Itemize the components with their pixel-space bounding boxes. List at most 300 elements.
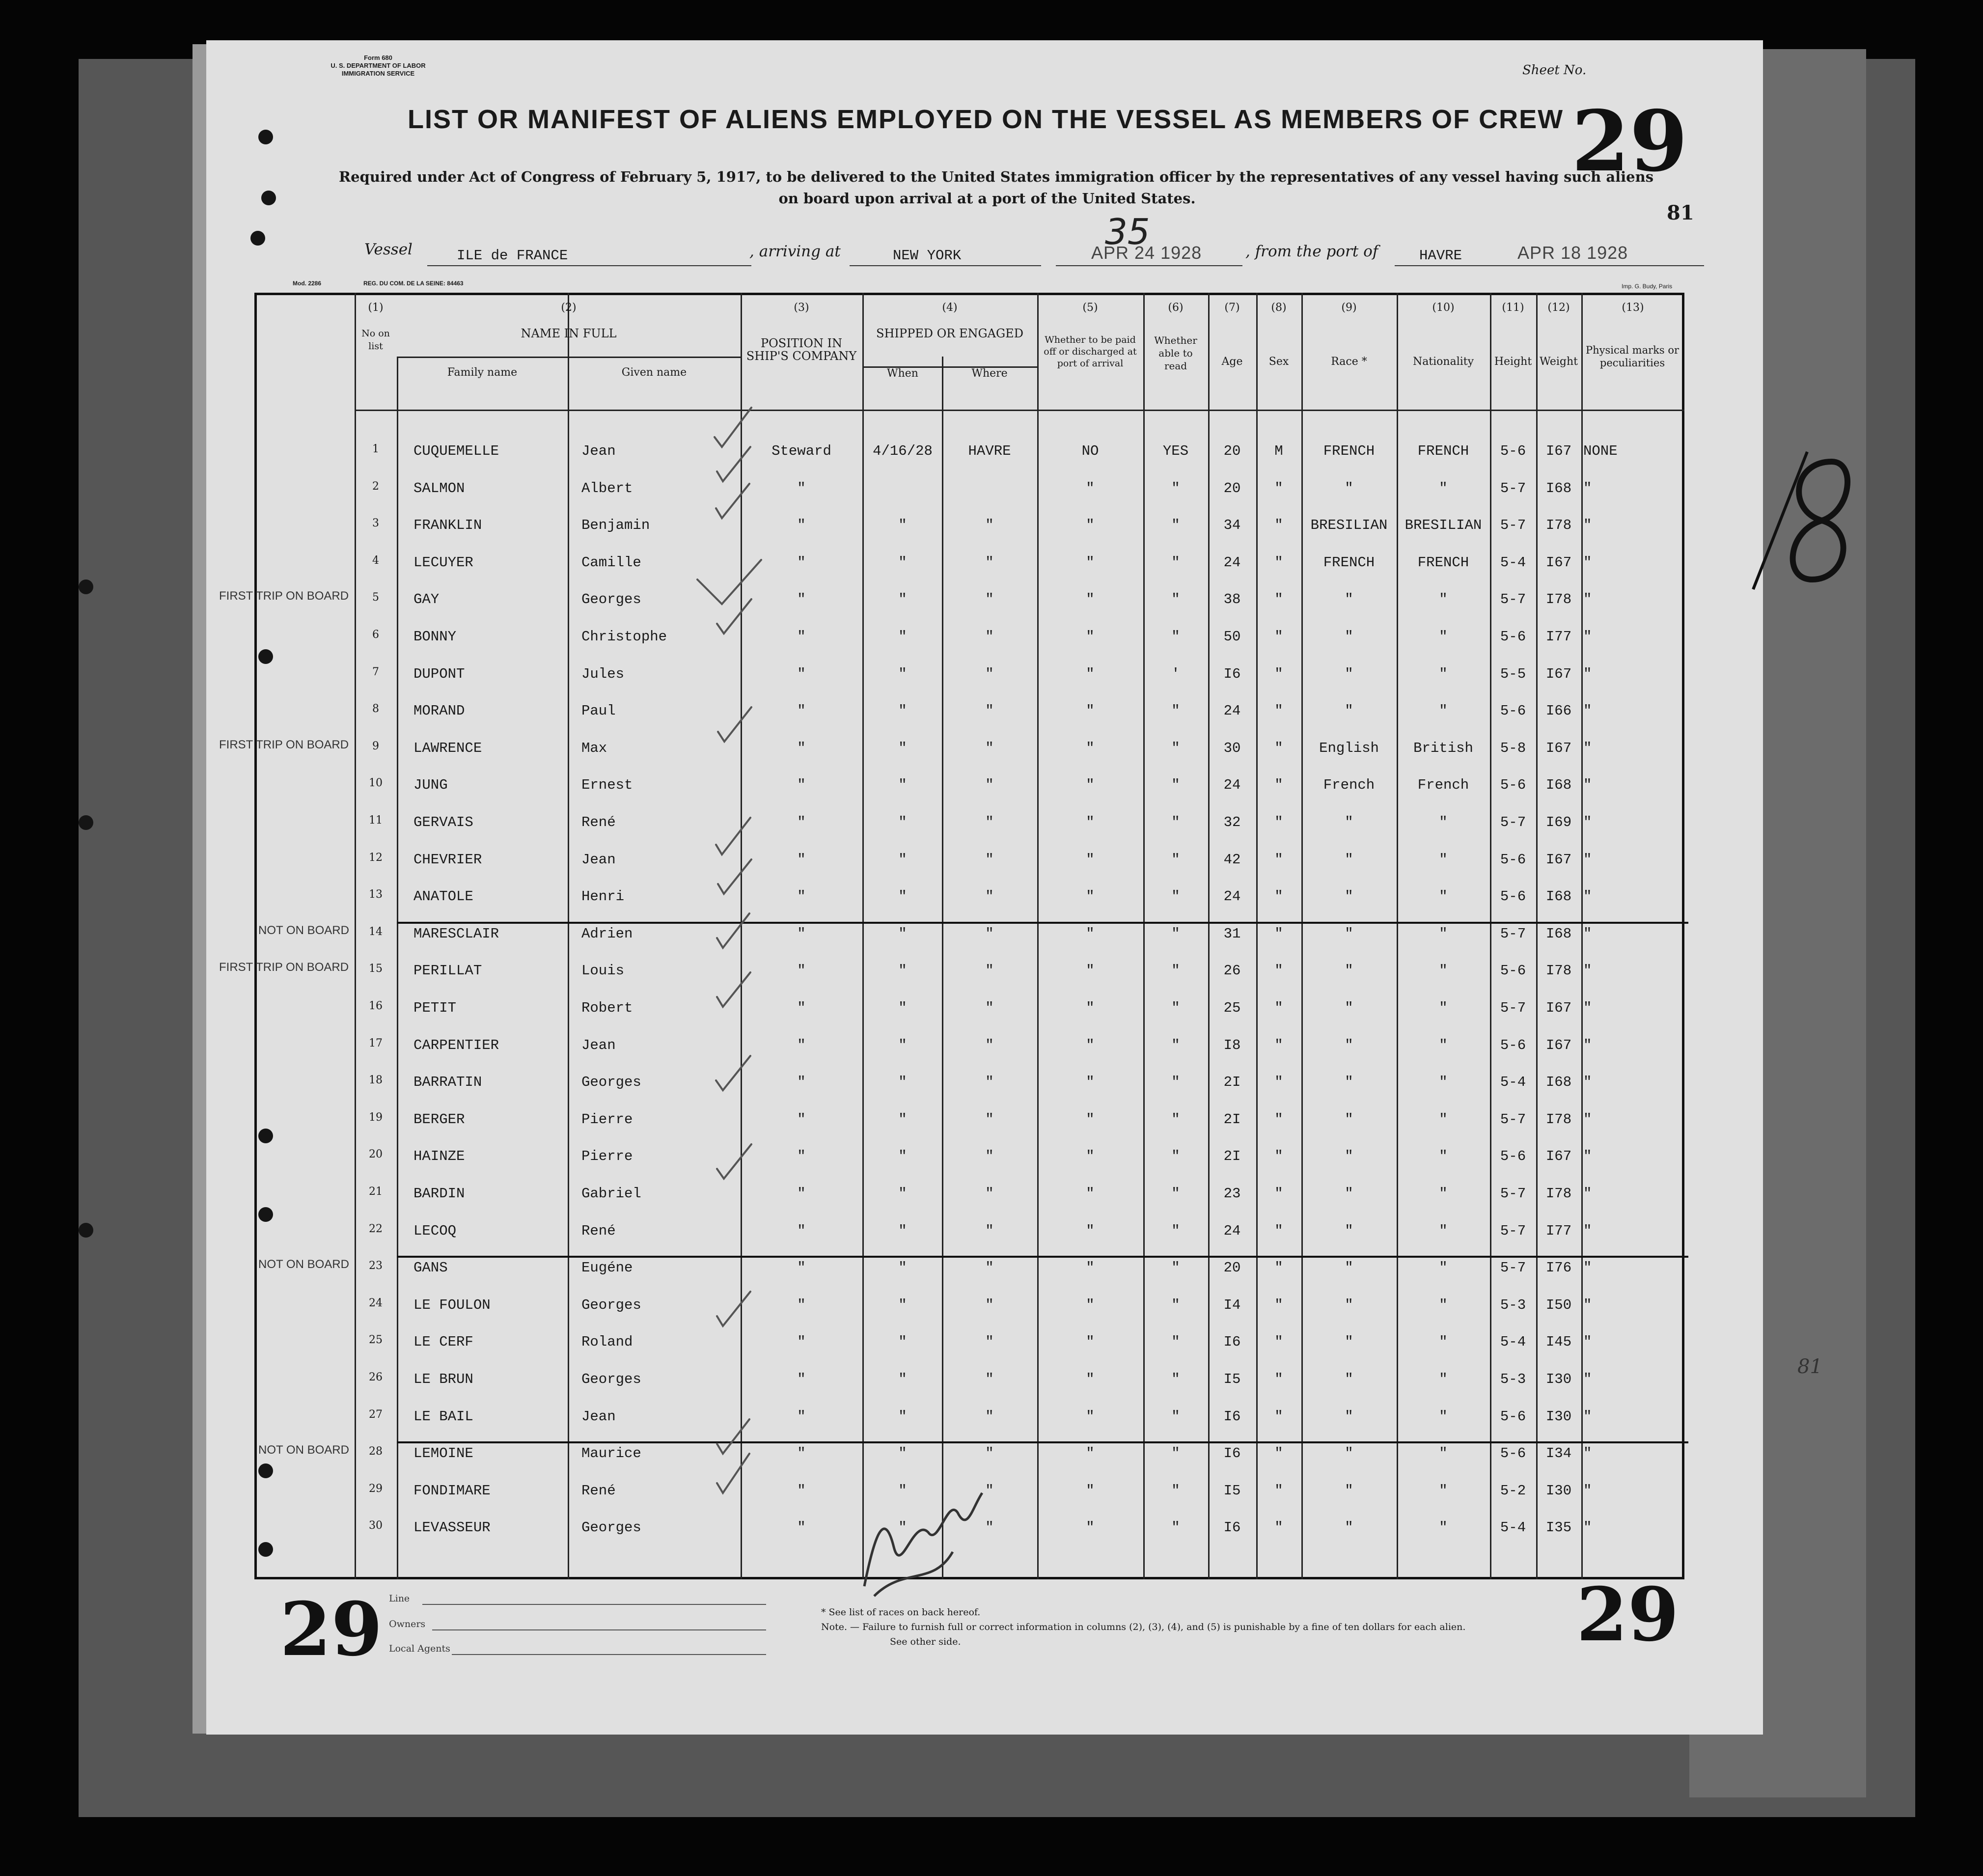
paid-off: " [1086,777,1095,794]
row-annotation: NOT ON BOARD [258,1443,349,1457]
punch-hole [79,815,93,830]
sex: " [1274,1186,1283,1202]
paid-off: " [1086,1371,1095,1387]
nationality: " [1439,1074,1448,1091]
able-to-read: " [1171,1000,1180,1016]
weight: I69 [1545,814,1572,830]
nationality: " [1439,1408,1448,1425]
race: " [1345,1148,1353,1165]
shipped-when: " [898,851,907,868]
nationality: " [1439,925,1448,942]
age: 20 [1223,443,1241,459]
sheet-number-top: 29 [1571,92,1688,191]
given-name: Henri [581,888,625,905]
shipped-when: " [898,1519,907,1536]
race: " [1345,1519,1353,1536]
weight: I78 [1545,963,1572,979]
header-nationality: Nationality [1412,356,1474,368]
list-number: 30 [369,1519,383,1532]
position: " [797,1148,806,1165]
family-name: BONNY [413,629,457,645]
physical-marks: " [1583,480,1592,497]
given-name: Georges [581,1371,641,1387]
list-number: 7 [372,665,379,678]
given-name: Maurice [581,1445,641,1462]
margin-handwritten-number: 81 [1797,1355,1822,1378]
header-sex: Sex [1268,356,1289,368]
family-name: CUQUEMELLE [413,443,499,459]
list-number: 14 [369,925,383,938]
family-name: CARPENTIER [413,1037,499,1053]
paid-off: " [1086,1074,1095,1091]
shipped-where: " [985,1222,994,1239]
column-number: (6) [1168,302,1184,314]
position: " [797,1408,806,1425]
family-name: LE BRUN [413,1371,473,1387]
shipped-when: " [898,1148,907,1165]
nationality: FRENCH [1417,554,1469,571]
weight: I35 [1545,1519,1572,1536]
height: 5-7 [1500,1260,1526,1276]
nationality: British [1413,740,1473,756]
physical-marks: " [1583,1519,1592,1536]
header-able-to-read: Whether able to read [1154,334,1197,372]
sex: " [1274,1222,1283,1239]
position: " [797,1371,806,1387]
age: 24 [1223,888,1241,905]
list-number: 28 [369,1445,383,1458]
race: French [1323,777,1375,794]
registry-number: REG. DU COM. DE LA SEINE: 84463 [363,280,464,287]
physical-marks: " [1583,963,1592,979]
shipped-when: " [898,703,907,719]
age: 42 [1223,851,1241,868]
paid-off: " [1086,554,1095,571]
column-number: (7) [1224,302,1240,314]
family-name: BARDIN [413,1186,465,1202]
race: " [1345,1445,1353,1462]
physical-marks: " [1583,1371,1592,1387]
nationality: " [1439,1482,1448,1499]
physical-marks: " [1583,1445,1592,1462]
nationality: " [1439,1519,1448,1536]
weight: I67 [1545,443,1572,459]
race: " [1345,1260,1353,1276]
position: " [797,740,806,756]
sex: " [1274,665,1283,682]
nationality: " [1439,814,1448,830]
family-name: HAINZE [413,1148,465,1165]
list-number: 29 [369,1482,383,1495]
sex: " [1274,1482,1283,1499]
given-name: Georges [581,1297,641,1313]
weight: I67 [1545,1148,1572,1165]
position: " [797,1482,806,1499]
row-annotation: FIRST TRIP ON BOARD [219,589,349,603]
signature-scribble [854,1478,992,1606]
height: 5-7 [1500,1186,1526,1202]
header-family-name: Family name [447,366,518,379]
race: " [1345,1074,1353,1091]
nationality: French [1417,777,1469,794]
family-name: GAY [413,591,440,608]
strike-through-line [397,922,1688,924]
position: " [797,480,806,497]
nationality: " [1439,963,1448,979]
physical-marks: " [1583,1408,1592,1425]
able-to-read: ' [1171,665,1180,682]
date-underline [1056,265,1242,266]
agents-underline [452,1654,766,1655]
line-underline [422,1604,766,1605]
height: 5-2 [1500,1482,1526,1499]
height: 5-6 [1500,888,1526,905]
position: " [797,665,806,682]
weight: I66 [1545,703,1572,719]
position: " [797,554,806,571]
shipped-where: " [985,629,994,645]
column-divider [568,293,569,1579]
shipped-when: " [898,1371,907,1387]
shipped-where: " [985,1408,994,1425]
requirement-text [339,166,1654,209]
sex: " [1274,1445,1283,1462]
strike-through-line [397,1441,1688,1443]
paid-off: " [1086,703,1095,719]
nationality: " [1439,1371,1448,1387]
physical-marks: " [1583,1000,1592,1016]
weight: I68 [1545,888,1572,905]
shipped-when: " [898,665,907,682]
shipped-where: " [985,1482,994,1499]
list-number: 10 [369,777,383,790]
weight: I78 [1545,1186,1572,1202]
given-name: Adrien [581,925,633,942]
position: " [797,629,806,645]
paid-off: " [1086,480,1095,497]
given-name: Eugéne [581,1260,633,1276]
family-name: LECOQ [413,1222,457,1239]
strike-through-line [397,1256,1688,1258]
arriving-port: NEW YORK [893,248,962,264]
weight: I68 [1545,480,1572,497]
given-name: Camille [581,554,641,571]
list-number: 16 [369,1000,383,1012]
physical-marks: " [1583,1037,1592,1053]
list-number: 13 [369,888,383,901]
footnote-penalty: Note. — Failure to furnish full or correct information in columns (2), (3), (4), and (5) is punishable by a fine of ten dollars for each alien. [821,1622,1466,1632]
printer-name: Imp. G. Budy, Paris [1622,283,1673,290]
position: " [797,1334,806,1351]
sex: " [1274,1074,1283,1091]
shipped-when: 4/16/28 [873,443,933,459]
nationality: " [1439,1222,1448,1239]
vessel-label: Vessel [364,241,413,258]
paid-off: " [1086,963,1095,979]
sex: " [1274,480,1283,497]
form-number: Form 680 [364,54,392,61]
shipped-where: " [985,1148,994,1165]
row-annotation: FIRST TRIP ON BOARD [219,961,349,974]
paid-off: " [1086,1519,1095,1536]
race: FRENCH [1323,554,1375,571]
family-name: GERVAIS [413,814,473,830]
footnote-see-other-side: See other side. [890,1636,961,1647]
shipped-where: " [985,814,994,830]
given-name: Christophe [581,629,667,645]
header-shipped-or-engaged: SHIPPED OR ENGAGED [876,327,1023,340]
sex: " [1274,963,1283,979]
sex: " [1274,1111,1283,1128]
weight: I77 [1545,1222,1572,1239]
nationality: " [1439,1334,1448,1351]
able-to-read: " [1171,1222,1180,1239]
race: " [1345,1482,1353,1499]
shipped-when: " [898,1037,907,1053]
able-to-read: " [1171,1482,1180,1499]
column-divider [397,357,398,1579]
given-name: Gabriel [581,1186,641,1202]
paid-off: " [1086,1260,1095,1276]
shipped-when: " [898,777,907,794]
sex: " [1274,851,1283,868]
family-name: LEMOINE [413,1445,473,1462]
position: " [797,517,806,534]
shipped-where: " [985,517,994,534]
race: " [1345,814,1353,830]
sheet-number-bottom-left: 29 [280,1586,383,1673]
family-name: SALMON [413,480,465,497]
header-given-name: Given name [621,366,687,379]
given-name: Ernest [581,777,633,794]
race: " [1345,888,1353,905]
punch-hole [79,579,93,594]
age: I6 [1223,1445,1241,1462]
shipped-when: " [898,1408,907,1425]
weight: I45 [1545,1334,1572,1351]
given-name: René [581,814,616,830]
age: I6 [1223,1408,1241,1425]
position: " [797,1000,806,1016]
shipped-when: " [898,1260,907,1276]
shipped-when: " [898,925,907,942]
able-to-read: " [1171,1037,1180,1053]
height: 5-3 [1500,1297,1526,1313]
sex: " [1274,517,1283,534]
local-agents-label: Local Agents [389,1643,450,1654]
list-number: 3 [372,517,379,530]
punch-hole [261,191,276,205]
family-name: LAWRENCE [413,740,482,756]
race: " [1345,1371,1353,1387]
given-name: Max [581,740,607,756]
column-number: (13) [1622,302,1644,314]
position: " [797,1297,806,1313]
height: 5-6 [1500,1037,1526,1053]
physical-marks: " [1583,1148,1592,1165]
age: I6 [1223,1519,1241,1536]
column-number: (2) [561,302,577,314]
physical-marks: " [1583,591,1592,608]
shipped-when: " [898,554,907,571]
family-name: LECUYER [413,554,473,571]
handwritten-number: 35 [1105,211,1150,252]
physical-marks: " [1583,888,1592,905]
paid-off: " [1086,1148,1095,1165]
height: 5-7 [1500,591,1526,608]
shipped-when: " [898,1297,907,1313]
nationality: " [1439,1445,1448,1462]
physical-marks: " [1583,1186,1592,1202]
physical-marks: " [1583,1334,1592,1351]
weight: I67 [1545,1000,1572,1016]
paid-off: " [1086,1297,1095,1313]
paid-off: " [1086,888,1095,905]
height: 5-6 [1500,443,1526,459]
family-name: LE CERF [413,1334,473,1351]
position: " [797,591,806,608]
height: 5-4 [1500,1074,1526,1091]
able-to-read: " [1171,1445,1180,1462]
list-number: 6 [372,629,379,641]
height: 5-6 [1500,963,1526,979]
race: " [1345,1297,1353,1313]
list-number: 9 [372,740,379,752]
weight: I67 [1545,851,1572,868]
column-divider [1581,293,1583,1579]
age: 38 [1223,591,1241,608]
shipped-where: HAVRE [968,443,1011,459]
shipped-where: " [985,1037,994,1053]
checkmarks [688,373,766,1513]
race: " [1345,591,1353,608]
able-to-read: " [1171,777,1180,794]
list-number: 22 [369,1222,383,1235]
sex: " [1274,703,1283,719]
age: 2I [1223,1111,1241,1128]
age: I8 [1223,1037,1241,1053]
physical-marks: " [1583,629,1592,645]
able-to-read: " [1171,1334,1180,1351]
race: " [1345,1408,1353,1425]
paid-off: " [1086,1037,1095,1053]
family-name: PETIT [413,1000,457,1016]
race: " [1345,1186,1353,1202]
list-number: 5 [372,591,379,604]
age: 20 [1223,480,1241,497]
shipped-when: " [898,1482,907,1499]
shipped-where: " [985,1371,994,1387]
family-name: BARRATIN [413,1074,482,1091]
position: " [797,1186,806,1202]
weight: I34 [1545,1445,1572,1462]
able-to-read: " [1171,851,1180,868]
shipped-where: " [985,1334,994,1351]
sex: M [1274,443,1283,459]
race: FRENCH [1323,443,1375,459]
physical-marks: " [1583,777,1592,794]
nationality: " [1439,703,1448,719]
paid-off: " [1086,629,1095,645]
shipped-when: " [898,1000,907,1016]
sex: " [1274,1148,1283,1165]
paid-off: " [1086,851,1095,868]
position: " [797,1222,806,1239]
position: " [797,963,806,979]
owners-label: Owners [389,1619,426,1629]
arrival-date-stamp: APR 24 1928 [1091,243,1202,263]
column-number: (5) [1082,302,1098,314]
physical-marks: " [1583,814,1592,830]
list-number: 2 [372,480,379,493]
height: 5-6 [1500,1408,1526,1425]
list-number: 27 [369,1408,383,1421]
paid-off: " [1086,1000,1095,1016]
arriving-underline [850,265,1041,266]
able-to-read: " [1171,629,1180,645]
height: 5-7 [1500,1222,1526,1239]
weight: I67 [1545,665,1572,682]
sex: " [1274,1371,1283,1387]
column-number: (3) [794,302,809,314]
family-name: LE BAIL [413,1408,473,1425]
position: " [797,1074,806,1091]
able-to-read: " [1171,517,1180,534]
nationality: " [1439,851,1448,868]
given-name: Georges [581,591,641,608]
paid-off: " [1086,591,1095,608]
nationality: BRESILIAN [1405,517,1482,534]
nationality: " [1439,1000,1448,1016]
race: " [1345,1334,1353,1351]
list-number: 15 [369,963,383,975]
column-number: (4) [942,302,958,314]
nationality: " [1439,1260,1448,1276]
header-no-on-list: No on list [361,328,390,352]
weight: I78 [1545,517,1572,534]
position: " [797,888,806,905]
physical-marks: " [1583,703,1592,719]
shipped-when: " [898,1334,907,1351]
nationality: " [1439,1037,1448,1053]
family-name: MARESCLAIR [413,925,499,942]
nationality: " [1439,1148,1448,1165]
paid-off: " [1086,1222,1095,1239]
list-number: 12 [369,851,383,864]
nationality: " [1439,1186,1448,1202]
owners-underline [432,1629,766,1630]
race: " [1345,1111,1353,1128]
paid-off: " [1086,1445,1095,1462]
list-number: 20 [369,1148,383,1161]
column-number: (12) [1547,302,1570,314]
able-to-read: " [1171,814,1180,830]
shipped-where: " [985,888,994,905]
given-name: Georges [581,1074,641,1091]
race: " [1345,925,1353,942]
paid-off: " [1086,1482,1095,1499]
punch-hole [79,1223,93,1238]
row-annotation: NOT ON BOARD [258,1258,349,1271]
shipped-where: " [985,1260,994,1276]
age: 2I [1223,1074,1241,1091]
physical-marks: " [1583,1260,1592,1276]
able-to-read: YES [1162,443,1189,459]
shipped-where: " [985,1000,994,1016]
age: 23 [1223,1186,1241,1202]
row-annotation: NOT ON BOARD [258,923,349,937]
given-name: Roland [581,1334,633,1351]
